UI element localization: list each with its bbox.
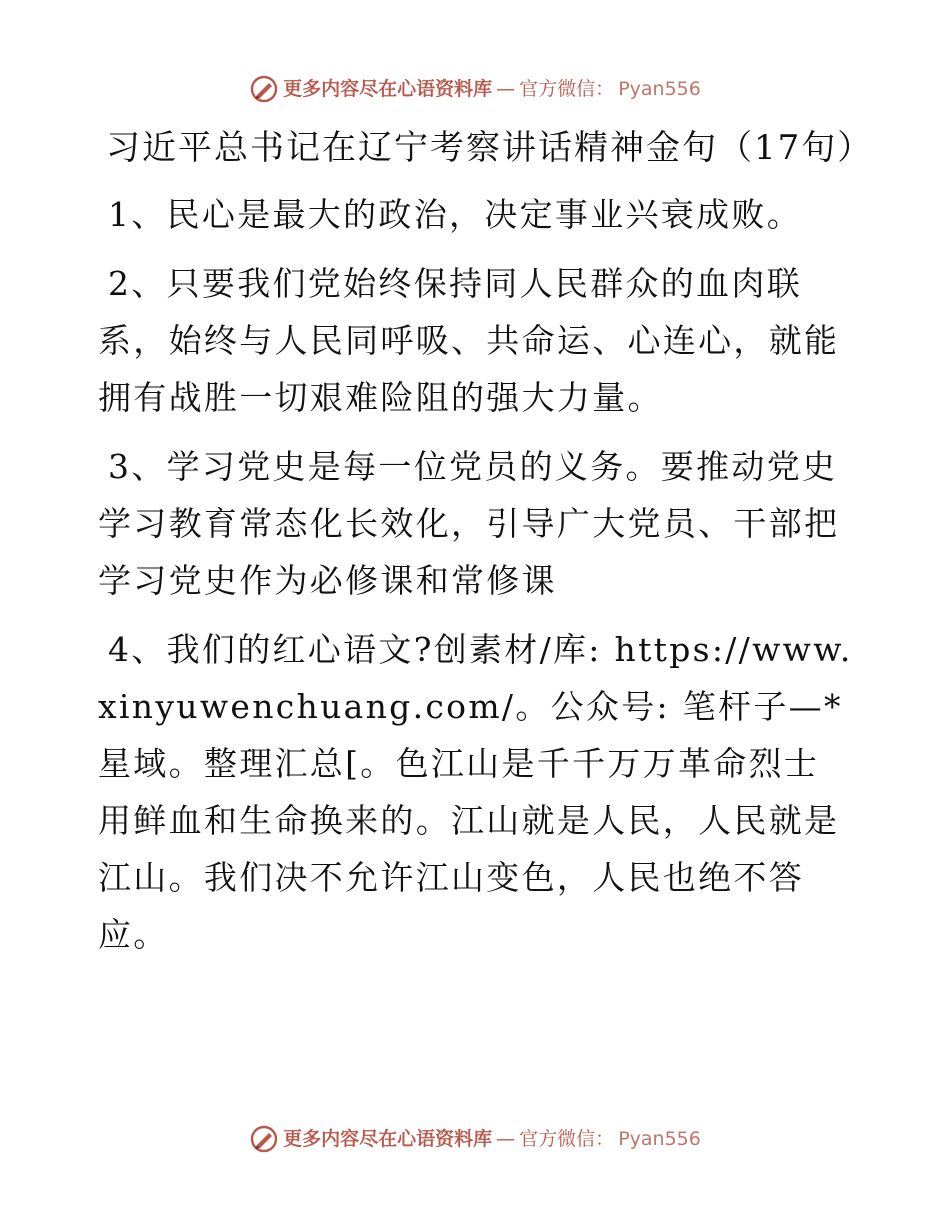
watermark-wechat-id: Pyan556: [618, 1128, 701, 1150]
quote-paragraph-1: 1、民心是最大的政治，决定事业兴衰成败。: [108, 195, 802, 234]
watermark-dash: —: [496, 1128, 516, 1150]
watermark-wechat-label: 官方微信：: [519, 1128, 615, 1150]
document-title: 习近平总书记在辽宁考察讲话精神金句（17句）: [106, 128, 874, 168]
watermark-wechat-id: Pyan556: [618, 78, 701, 100]
watermark-wechat-label: 官方微信：: [519, 78, 615, 100]
header-watermark: [0, 74, 950, 104]
watermark-dash: —: [496, 78, 516, 100]
quote-paragraph-3: 3、学习党史是每一位党员的义务。要推动党史学习教育常态化长效化，引导广大党员、干部把学习党史作为必修课和常修课: [98, 447, 840, 600]
watermark-main-text: 更多内容尽在心语资料库: [283, 78, 493, 100]
pen-nib-logo-icon: [249, 1124, 279, 1154]
document-body: [98, 120, 874, 963]
pen-nib-logo-icon: [249, 74, 279, 104]
quote-paragraph-2: 2、只要我们党始终保持同人民群众的血肉联系，始终与人民同呼吸、共命运、心连心，就能拥有战胜一切艰难险阻的强大力量。: [98, 264, 840, 417]
quote-paragraph-4: 4、我们的红心语文?创素材/库: https://www.xinyuwenchuang.com/。公众号: 笔杆子—*星域。整理汇总[。色江山是千千万万革命烈士用鲜血和生命换来的。江山就是人民，人民就是江山。我们决不允许江山变色，人民也绝不答应。: [98, 630, 853, 954]
watermark-main-text: 更多内容尽在心语资料库: [283, 1128, 493, 1150]
footer-watermark: [0, 1124, 950, 1154]
